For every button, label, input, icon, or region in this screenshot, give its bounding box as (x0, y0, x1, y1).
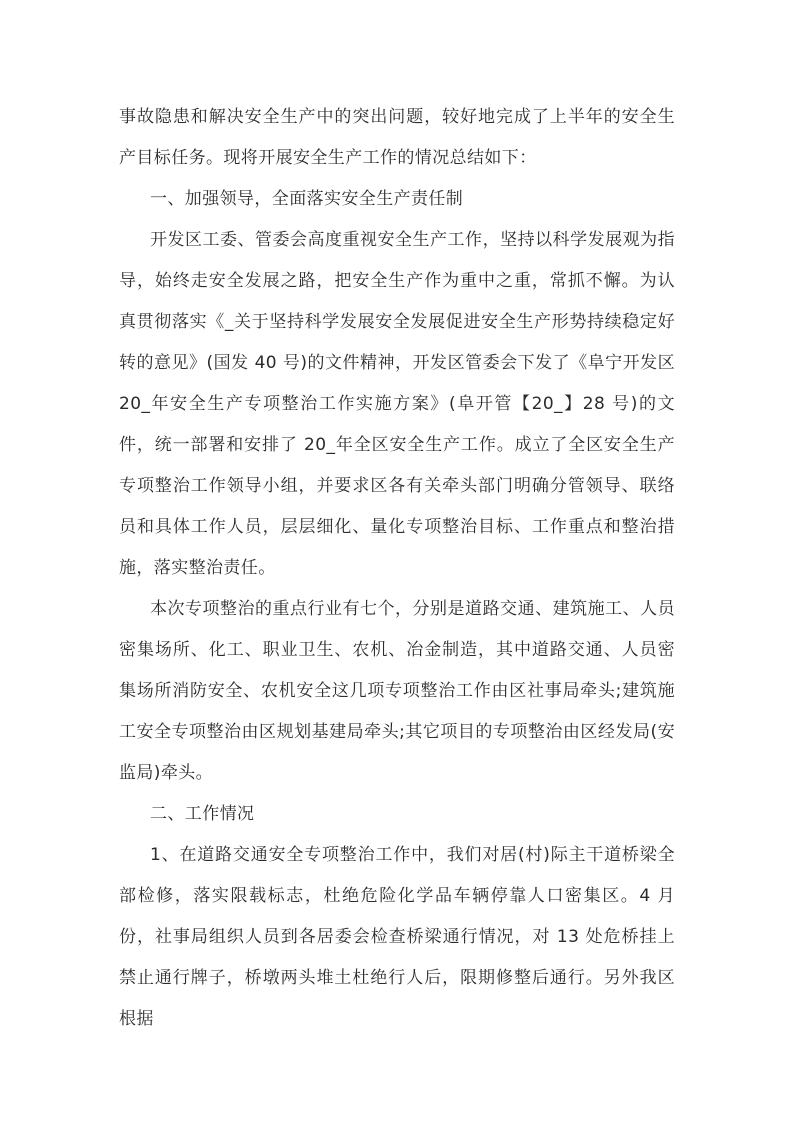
paragraph-intro-continuation: 事故隐患和解决安全生产中的突出问题，较好地完成了上半年的安全生产目标任务。现将开展安全生产工作的情况总结如下： (119, 107, 675, 168)
paragraph-key-industries: 本次专项整治的重点行业有七个，分别是道路交通、建筑施工、人员密集场所、化工、职业卫生、农机、冶金制造，其中道路交通、人员密集场所消防安全、农机安全这几项专项整治工作由区社事局牵头;建筑施工安全专项整治由区规划基建局牵头;其它项目的专项整治由区经发局(安监局)牵头。 (119, 599, 675, 783)
section-heading-leadership: 一、加强领导，全面落实安全生产责任制 (150, 189, 464, 209)
section-heading-work-situation: 二、工作情况 (150, 804, 255, 824)
document-body (119, 97, 675, 1040)
paragraph-road-traffic-safety: 1、在道路交通安全专项整治工作中，我们对居(村)际主干道桥梁全部检修，落实限载标志，杜绝危险化学品车辆停靠人口密集区。4 月份，社事局组织人员到各居委会检查桥梁通行情况，对 13 处危桥挂上禁止通行牌子，桥墩两头堆土杜绝行人后，限期修整后通行。另外我区根据 (119, 845, 675, 1029)
paragraph-leadership-details: 开发区工委、管委会高度重视安全生产工作，坚持以科学发展观为指导，始终走安全发展之路，把安全生产作为重中之重，常抓不懈。为认真贯彻落实《_关于坚持科学发展安全发展促进安全生产形势持续稳定好转的意见》(国发 40 号)的文件精神，开发区管委会下发了《阜宁开发区 20_年安全生产专项整治工作实施方案》(阜开管【20_】28 号)的文件，统一部署和安排了 20_年全区安全生产工作。成立了全区安全生产专项整治工作领导小组，并要求区各有关牵头部门明确分管领导、联络员和具体工作人员，层层细化、量化专项整治目标、工作重点和整治措施，落实整治责任。 (119, 230, 675, 578)
